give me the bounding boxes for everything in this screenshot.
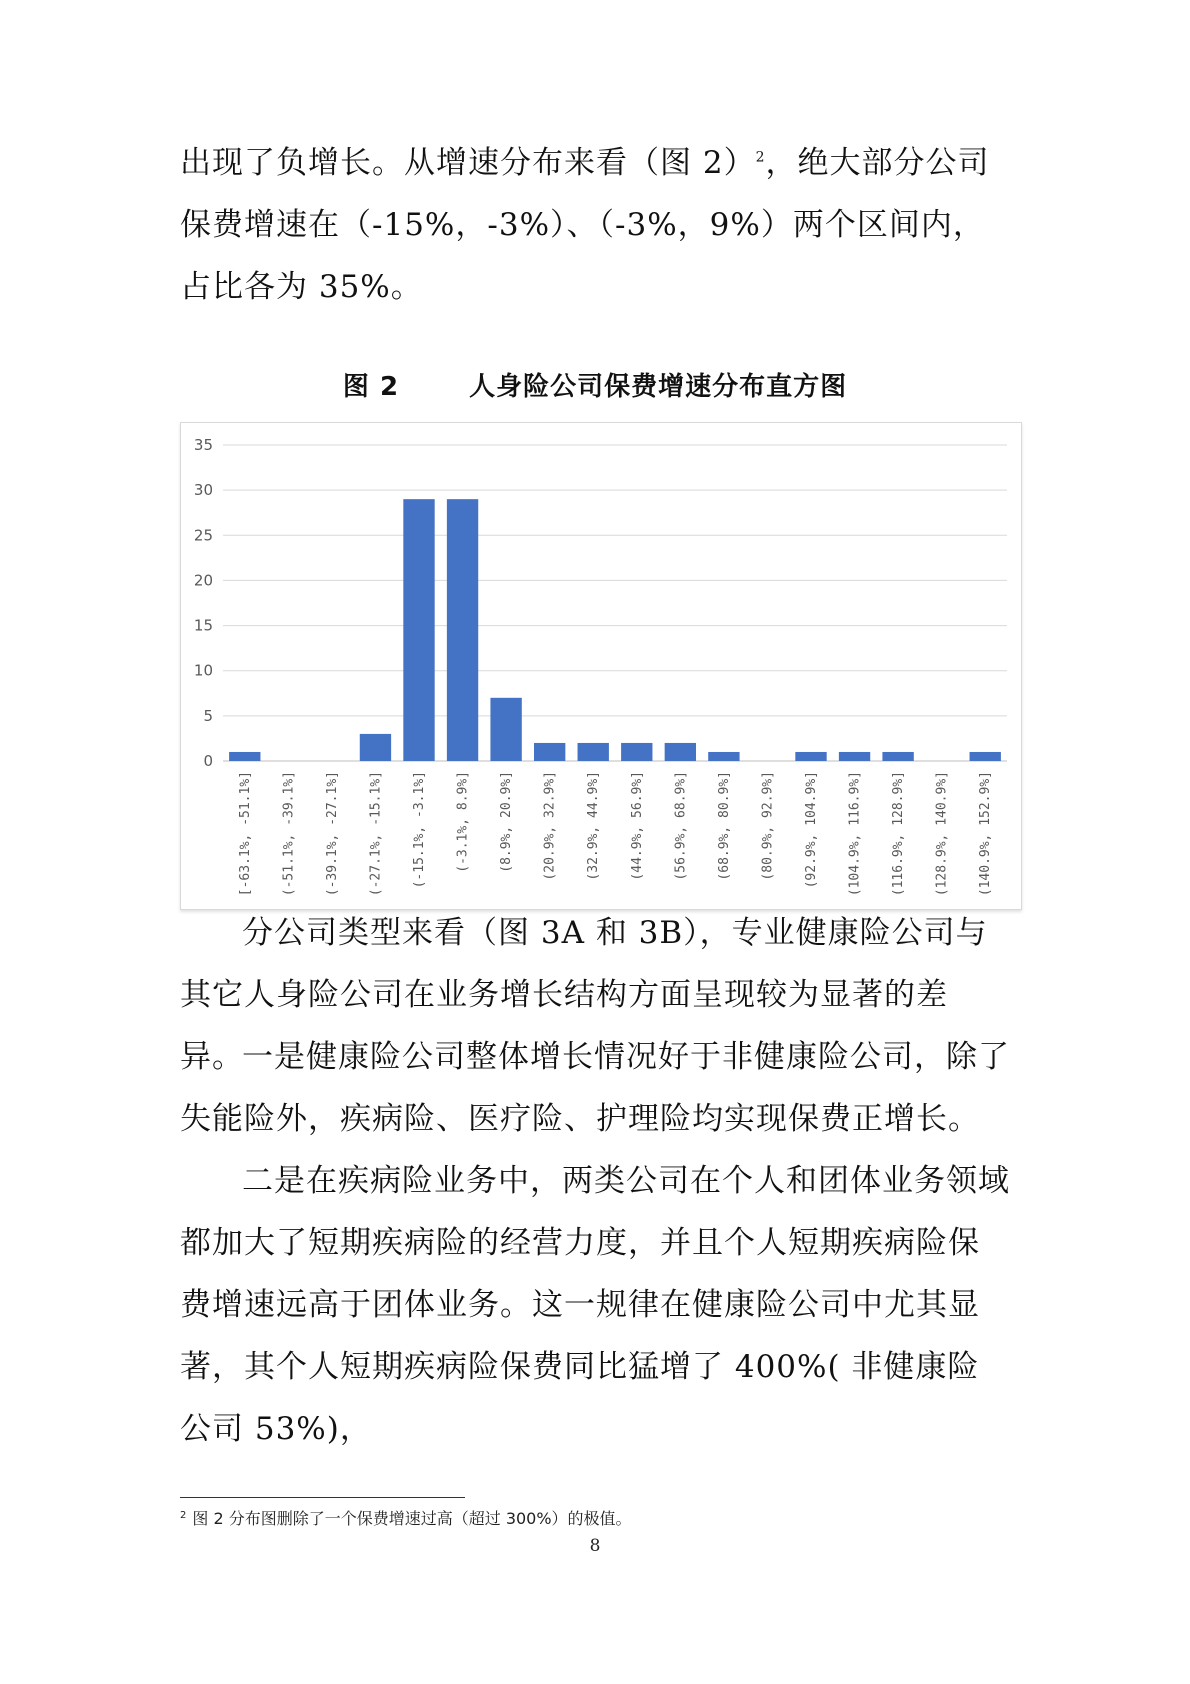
histogram-bar	[403, 499, 434, 761]
x-tick-label: (-15.1%, -3.1%]	[412, 771, 427, 889]
y-tick-label: 5	[203, 706, 213, 725]
paragraph-1-text-a: 出现了负增长。从增速分布来看（图 2）	[180, 145, 756, 181]
x-tick-label: [-63.1%, -51.1%]	[237, 771, 253, 897]
y-tick-label: 20	[193, 571, 213, 590]
histogram-bar	[447, 499, 478, 761]
x-tick-label: (56.9%, 68.9%]	[673, 771, 689, 881]
y-tick-label: 15	[193, 616, 213, 635]
x-tick-label: (-3.1%, 8.9%]	[455, 771, 471, 873]
x-tick-label: (-27.1%, -15.1%]	[368, 771, 384, 897]
x-tick-label: (140.9%, 152.9%]	[978, 771, 994, 897]
footnote-marker: 2	[180, 1509, 187, 1521]
x-tick-label: (8.9%, 20.9%]	[499, 771, 515, 873]
paragraph-2: 分公司类型来看（图 3A 和 3B），专业健康险公司与其它人身险公司在业务增长结构方面呈现较为显著的差异。	[180, 915, 988, 1075]
histogram-chart	[180, 422, 1022, 910]
x-tick-label: (-39.1%, -27.1%]	[324, 771, 340, 897]
histogram-bar	[839, 752, 870, 761]
x-tick-label: (20.9%, 32.9%]	[542, 771, 558, 881]
histogram-bar	[970, 752, 1001, 761]
histogram-bar	[795, 752, 826, 761]
histogram-bar	[360, 734, 391, 761]
figure-number: 图 2	[342, 372, 400, 402]
histogram-bar	[534, 743, 565, 761]
paragraph-1-text-b: ，绝大部分公司保费增速在（-15%，-3%）、（-3%，9%）两个区间内，占比各为 35%。	[180, 145, 990, 305]
x-tick-label: (32.9%, 44.9%]	[586, 771, 602, 881]
histogram-bar	[665, 743, 696, 761]
x-tick-label: (104.9%, 116.9%]	[847, 771, 863, 897]
paragraph-1	[180, 132, 1010, 318]
x-tick-label: (80.9%, 92.9%]	[760, 771, 776, 881]
paragraph-4: 二是在疾病险业务中，两类公司在个人和团体业务领域都加大了短期疾病险的经营力度，并且个人短期疾病险保费增速远高于团体业务。这一规律在健康险公司中尤其显著，其个人短期疾病险保费同比猛增了 400%( 非健康险公司 53%)，	[180, 1163, 1010, 1447]
footnote	[180, 1506, 632, 1529]
x-tick-label: (92.9%, 104.9%]	[804, 771, 819, 889]
histogram-bar	[708, 752, 739, 761]
footnote-divider	[180, 1497, 465, 1498]
y-tick-label: 35	[193, 436, 213, 454]
y-tick-label: 25	[193, 526, 213, 545]
figure-title: 人身险公司保费增速分布直方图	[469, 372, 848, 402]
x-tick-label: (68.9%, 80.9%]	[716, 771, 732, 881]
paragraph-3: 一是健康险公司整体增长情况好于非健康险公司，除了失能险外，疾病险、医疗险、护理险均实现保费正增长。	[180, 1039, 1010, 1137]
histogram-bar	[490, 698, 521, 761]
histogram-bar	[229, 752, 260, 761]
page-number: 8	[589, 1536, 601, 1556]
y-tick-label: 30	[193, 481, 213, 500]
x-tick-label: (128.9%, 140.9%]	[934, 771, 950, 897]
histogram-bar	[578, 743, 609, 761]
histogram-bar	[621, 743, 652, 761]
x-tick-label: (44.9%, 56.9%]	[629, 771, 645, 881]
y-tick-label: 0	[203, 752, 213, 770]
histogram-svg	[181, 423, 1021, 909]
footnote-reference[interactable]: 2	[755, 149, 766, 166]
x-tick-label: (-51.1%, -39.1%]	[281, 771, 297, 897]
figure-caption	[0, 366, 1190, 403]
footnote-text: 图 2 分布图删除了一个保费增速过高（超过 300%）的极值。	[192, 1509, 632, 1528]
histogram-bar	[882, 752, 913, 761]
y-tick-label: 10	[193, 661, 213, 680]
x-tick-label: (116.9%, 128.9%]	[891, 771, 907, 897]
